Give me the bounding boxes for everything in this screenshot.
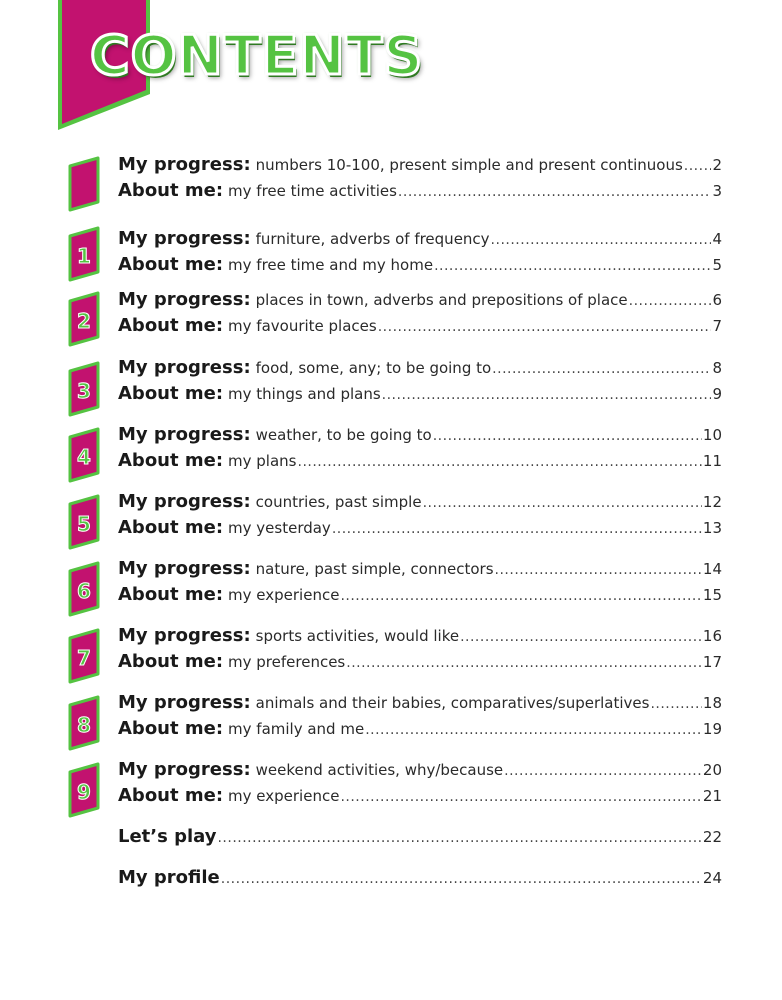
- toc-group-unit-5: [118, 491, 722, 543]
- toc-entry[interactable]: [118, 254, 722, 280]
- toc-entry[interactable]: [118, 692, 722, 718]
- entry-description: my experience: [228, 787, 340, 805]
- entry-description: my yesterday: [228, 519, 331, 537]
- svg-text:2: 2: [77, 309, 91, 333]
- entry-description: my free time activities: [228, 182, 397, 200]
- entry-description: nature, past simple, connectors: [255, 560, 494, 578]
- entry-label: My progress:: [118, 692, 251, 713]
- dot-leader: [684, 158, 712, 174]
- toc-group-my-profile: [118, 867, 722, 893]
- svg-text:7: 7: [77, 646, 91, 670]
- unit-badge-5: [66, 494, 102, 550]
- page-title: CONTENTS: [90, 24, 424, 87]
- dot-leader: [221, 871, 702, 887]
- toc-group-lets-play: [118, 826, 722, 852]
- page-number: 13: [702, 519, 722, 537]
- page-number: 15: [702, 586, 722, 604]
- page-number: 16: [702, 627, 722, 645]
- entry-description: countries, past simple: [255, 493, 422, 511]
- page-number: 6: [712, 291, 722, 309]
- entry-description: my free time and my home: [228, 256, 434, 274]
- svg-text:5: 5: [77, 512, 91, 536]
- entry-label: My progress:: [118, 424, 251, 445]
- unit-badge-3: [66, 361, 102, 417]
- entry-label: My progress:: [118, 558, 251, 579]
- toc-entry[interactable]: [118, 450, 722, 476]
- entry-label: About me:: [118, 517, 224, 538]
- dot-leader: [340, 588, 701, 604]
- toc-entry[interactable]: [118, 357, 722, 383]
- entry-description: animals and their babies, comparatives/superlatives: [255, 694, 650, 712]
- toc-entry[interactable]: [118, 315, 722, 341]
- toc-group-unit-7: [118, 625, 722, 677]
- entry-description: weather, to be going to: [255, 426, 432, 444]
- entry-label: My profile: [118, 867, 220, 888]
- dot-leader: [504, 763, 702, 779]
- svg-text:8: 8: [77, 713, 91, 737]
- toc-entry[interactable]: [118, 517, 722, 543]
- toc-group-unit-1: [118, 228, 722, 280]
- svg-text:9: 9: [77, 780, 91, 804]
- entry-label: Let’s play: [118, 826, 217, 847]
- page-number: 24: [702, 869, 722, 887]
- toc-group-unit-9: [118, 759, 722, 811]
- dot-leader: [433, 428, 702, 444]
- entry-label: About me:: [118, 315, 224, 336]
- dot-leader: [298, 454, 702, 470]
- toc-entry[interactable]: [118, 491, 722, 517]
- toc-entry[interactable]: [118, 154, 722, 180]
- dot-leader: [378, 319, 712, 335]
- toc-entry[interactable]: [118, 625, 722, 651]
- unit-badge-intro: [66, 156, 102, 212]
- entry-label: About me:: [118, 180, 224, 201]
- entry-description: my things and plans: [228, 385, 381, 403]
- unit-badge-1: [66, 226, 102, 282]
- entry-description: my favourite places: [228, 317, 377, 335]
- page-number: 9: [712, 385, 722, 403]
- entry-description: numbers 10-100, present simple and present continuous: [255, 156, 683, 174]
- unit-badge-2: [66, 291, 102, 347]
- entry-description: furniture, adverbs of frequency: [255, 230, 490, 248]
- toc-group-unit-4: [118, 424, 722, 476]
- page-number: 10: [702, 426, 722, 444]
- entry-label: My progress:: [118, 491, 251, 512]
- toc-entry[interactable]: [118, 228, 722, 254]
- entry-label: About me:: [118, 718, 224, 739]
- entry-label: My progress:: [118, 154, 251, 175]
- dot-leader: [365, 722, 702, 738]
- dot-leader: [492, 361, 711, 377]
- toc-group-unit-6: [118, 558, 722, 610]
- entry-label: My progress:: [118, 759, 251, 780]
- toc-entry[interactable]: [118, 424, 722, 450]
- page-number: 4: [712, 230, 722, 248]
- dot-leader: [423, 495, 702, 511]
- entry-description: weekend activities, why/because: [255, 761, 504, 779]
- entry-label: My progress:: [118, 289, 251, 310]
- toc-entry[interactable]: [118, 584, 722, 610]
- page-number: 7: [712, 317, 722, 335]
- entry-description: my preferences: [228, 653, 346, 671]
- dot-leader: [332, 521, 702, 537]
- toc-group-unit-8: [118, 692, 722, 744]
- page-number: 17: [702, 653, 722, 671]
- dot-leader: [491, 232, 712, 248]
- toc-entry[interactable]: [118, 180, 722, 206]
- entry-description: my experience: [228, 586, 340, 604]
- toc-entry[interactable]: [118, 826, 722, 852]
- page-number: 22: [702, 828, 722, 846]
- page-number: 5: [712, 256, 722, 274]
- unit-badge-9: [66, 762, 102, 818]
- dot-leader: [629, 293, 712, 309]
- entry-label: My progress:: [118, 357, 251, 378]
- toc-group-unit-2: [118, 289, 722, 341]
- toc-group-unit-3: [118, 357, 722, 409]
- entry-label: About me:: [118, 584, 224, 605]
- dot-leader: [434, 258, 711, 274]
- dot-leader: [382, 387, 712, 403]
- page-number: 20: [702, 761, 722, 779]
- page-number: 21: [702, 787, 722, 805]
- svg-text:4: 4: [77, 445, 91, 469]
- svg-text:3: 3: [77, 379, 91, 403]
- entry-description: sports activities, would like: [255, 627, 460, 645]
- page-number: 3: [712, 182, 722, 200]
- page-number: 19: [702, 720, 722, 738]
- entry-description: places in town, adverbs and prepositions of place: [255, 291, 628, 309]
- dot-leader: [495, 562, 702, 578]
- toc-entry[interactable]: [118, 651, 722, 677]
- entry-label: About me:: [118, 383, 224, 404]
- unit-badge-7: [66, 628, 102, 684]
- svg-text:6: 6: [77, 579, 91, 603]
- entry-label: About me:: [118, 254, 224, 275]
- toc-group-intro: [118, 154, 722, 206]
- entry-label: About me:: [118, 651, 224, 672]
- toc-entry[interactable]: [118, 718, 722, 744]
- entry-description: my plans: [228, 452, 297, 470]
- page-number: 12: [702, 493, 722, 511]
- dot-leader: [460, 629, 702, 645]
- entry-label: My progress:: [118, 228, 251, 249]
- svg-text:1: 1: [77, 244, 91, 268]
- dot-leader: [650, 696, 701, 712]
- entry-description: food, some, any; to be going to: [255, 359, 492, 377]
- toc-entry[interactable]: [118, 383, 722, 409]
- entry-label: About me:: [118, 785, 224, 806]
- toc-entry[interactable]: [118, 867, 722, 893]
- unit-badge-8: [66, 695, 102, 751]
- page-number: 18: [702, 694, 722, 712]
- page-number: 11: [702, 452, 722, 470]
- dot-leader: [398, 184, 712, 200]
- entry-description: my family and me: [228, 720, 365, 738]
- toc-entry[interactable]: [118, 558, 722, 584]
- dot-leader: [217, 830, 701, 846]
- page-number: 14: [702, 560, 722, 578]
- dot-leader: [346, 655, 702, 671]
- entry-label: About me:: [118, 450, 224, 471]
- dot-leader: [340, 789, 701, 805]
- page-number: 2: [712, 156, 722, 174]
- unit-badge-6: [66, 561, 102, 617]
- toc-entry[interactable]: [118, 289, 722, 315]
- entry-label: My progress:: [118, 625, 251, 646]
- unit-badge-4: [66, 427, 102, 483]
- toc-entry[interactable]: [118, 785, 722, 811]
- page-number: 8: [712, 359, 722, 377]
- toc-entry[interactable]: [118, 759, 722, 785]
